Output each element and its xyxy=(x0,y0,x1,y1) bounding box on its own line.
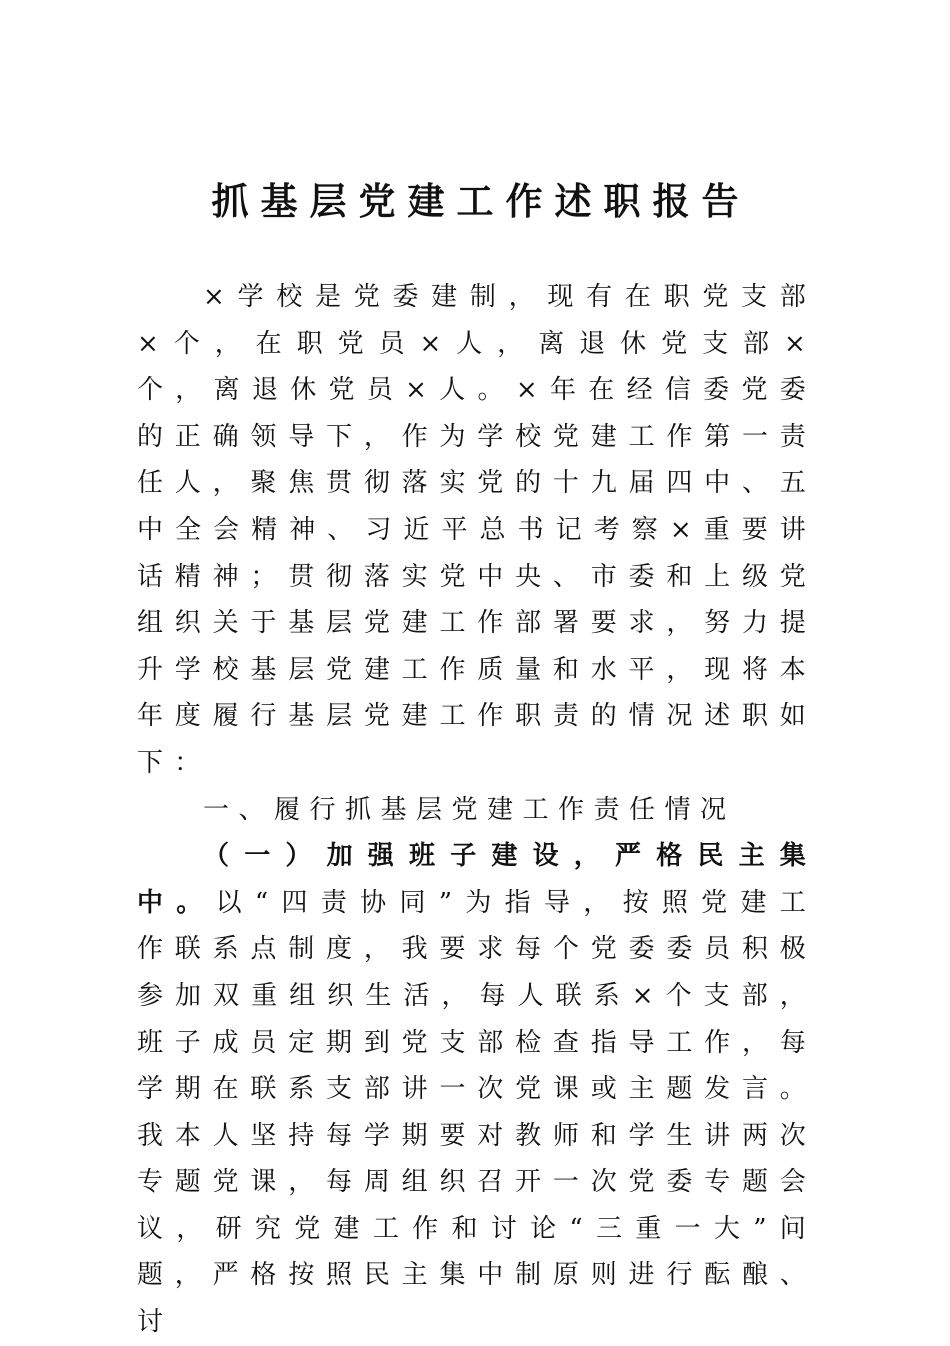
subsection-heading: （一）加强班子建设，严格民主集中。 xyxy=(137,841,817,918)
subsection-paragraph xyxy=(137,833,817,1346)
intro-paragraph: ×学校是党委建制，现有在职党支部×个，在职党员×人，离退休党支部×个，离退休党员×人。×年在经信委党委的正确领导下，作为学校党建工作第一责任人，聚焦贯彻落实党的十九届四中、五中全会精神、习近平总书记考察×重要讲话精神；贯彻落实党中央、市委和上级党组织关于基层党建工作部署要求，努力提升学校基层党建工作质量和水平，现将本年度履行基层党建工作职责的情况述职如下： xyxy=(137,282,817,778)
section-heading: 一、履行抓基层党建工作责任情况 xyxy=(203,794,736,825)
subsection-text: 以“四责协同”为指导，按照党建工作联系点制度，我要求每个党委委员积极参加双重组织生活，每人联系×个支部，班子成员定期到党支部检查指导工作，每学期在联系支部讲一次党课或主题发言。我本人坚持每学期要对教师和学生讲两次专题党课，每周组织召开一次党委专题会议，研究党建工作和讨论“三重一大”问题，严格按照民主集中制原则进行酝酿、讨 xyxy=(137,887,817,1338)
document-title: 抓基层党建工作述职报告 xyxy=(211,180,751,223)
document-body xyxy=(137,274,817,1346)
